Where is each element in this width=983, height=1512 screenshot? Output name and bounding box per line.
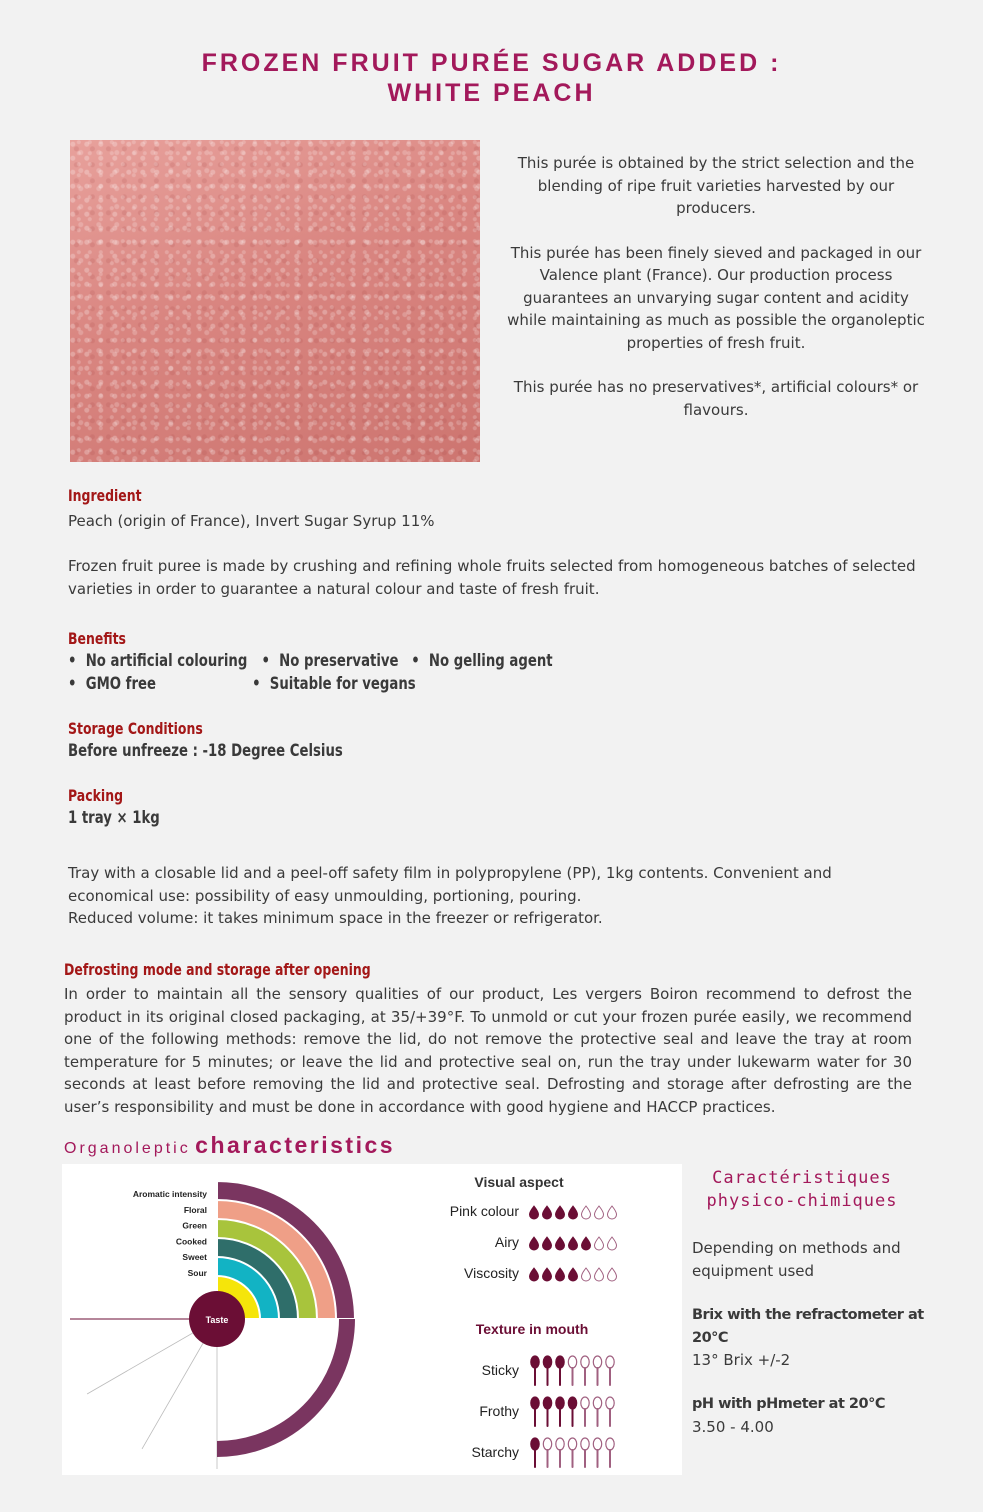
benefit-item: • GMO free (68, 674, 156, 694)
spoon-empty-icon (593, 1438, 601, 1450)
drop-filled-icon (530, 1206, 539, 1219)
spoon-empty-icon (593, 1356, 601, 1368)
packing-description (68, 862, 918, 930)
intro-paragraph-1: This purée is obtained by the strict selection and the blending of ripe fruit varieties harvested by our producers. (517, 154, 915, 217)
spoon-empty-icon (556, 1438, 564, 1450)
physico-title-line-2: physico-chimiques (706, 1191, 898, 1211)
spoon-filled-icon (531, 1356, 539, 1368)
drop-filled-icon (556, 1206, 565, 1219)
ingredient-line: Peach (origin of France), Invert Sugar Syrup 11% (68, 512, 435, 530)
drop-empty-icon (608, 1268, 617, 1281)
spoon-empty-icon (593, 1397, 601, 1409)
taste-label: Aromatic intensity (132, 1189, 207, 1199)
visual-aspect-title: Visual aspect (474, 1174, 564, 1190)
packing-value: 1 tray × 1kg (68, 808, 160, 828)
spoon-empty-icon (581, 1438, 589, 1450)
visual-aspect-label: Airy (494, 1234, 519, 1250)
ingredient-description: Frozen fruit puree is made by crushing and refining whole fruits selected from homogeneous batches of selected varieties in order to guarantee a natural colour and taste of fresh fruit. (68, 557, 916, 598)
organoleptic-chart (62, 1164, 682, 1475)
drop-filled-icon (530, 1237, 539, 1250)
spoon-empty-icon (568, 1438, 576, 1450)
taste-label: Sour (187, 1268, 207, 1278)
benefits-list (68, 651, 553, 701)
drop-empty-icon (595, 1206, 604, 1219)
spoon-empty-icon (543, 1438, 551, 1450)
texture-title: Texture in mouth (475, 1321, 589, 1337)
spoon-empty-icon (581, 1397, 589, 1409)
taste-center-label: Taste (205, 1315, 229, 1325)
storage-value: Before unfreeze : -18 Degree Celsius (68, 741, 343, 761)
packing-heading: Packing (68, 786, 124, 805)
drop-empty-icon (582, 1206, 591, 1219)
defrost-text: In order to maintain all the sensory qualities of our product, Les vergers Boiron recommend to defrost the product in its original closed packaging, at 35/+39°F. To unmold or cut your frozen purée easily, we recommend one of the following methods: remove the lid, do not remove the protective seal and leave the tray at room temperature for 5 minutes; or leave the lid and protective seal on, run the tray under lukewarm water for 30 seconds at least before removing the lid and protective seal. Defrosting and storage after defrosting are the user’s responsibility and must be done in accordance with good hygiene and HACCP practices. (64, 985, 912, 1116)
spoon-filled-icon (531, 1438, 539, 1450)
product-photo (70, 140, 480, 462)
spoon-filled-icon (543, 1356, 551, 1368)
storage-heading: Storage Conditions (68, 719, 203, 738)
drop-filled-icon (569, 1206, 578, 1219)
ph-value: 3.50 - 4.00 (692, 1418, 774, 1436)
taste-label: Floral (183, 1204, 207, 1215)
visual-aspect-label: Viscosity (464, 1265, 519, 1281)
organoleptic-title-part2: characteristics (195, 1132, 396, 1158)
texture-label: Sticky (481, 1362, 519, 1378)
title-line-2: WHITE PEACH (387, 79, 596, 107)
drop-filled-icon (530, 1268, 539, 1281)
taste-label: Cooked (175, 1236, 207, 1247)
spoon-empty-icon (606, 1356, 614, 1368)
intro-paragraph-3: This purée has no preservatives*, artificial colours* or flavours. (513, 378, 919, 419)
spoon-empty-icon (581, 1356, 589, 1368)
packing-description-1: Tray with a closable lid and a peel-off safety film in polypropylene (PP), 1kg contents. Convenient and economical use: possibility of easy unmoulding, portioning, pouring. (68, 864, 832, 905)
drop-filled-icon (543, 1206, 552, 1219)
drop-filled-icon (543, 1268, 552, 1281)
drop-empty-icon (582, 1268, 591, 1281)
texture-label: Starchy (471, 1444, 519, 1460)
drop-filled-icon (569, 1237, 578, 1250)
drop-empty-icon (595, 1237, 604, 1250)
taste-label: Sweet (182, 1252, 207, 1263)
benefit-item: • No gelling agent (411, 651, 553, 671)
spoon-empty-icon (568, 1356, 576, 1368)
benefit-item: • Suitable for vegans (252, 674, 416, 694)
spoon-filled-icon (531, 1397, 539, 1409)
spoon-empty-icon (606, 1438, 614, 1450)
intro-text (506, 152, 926, 443)
title-line-1: FROZEN FRUIT PURÉE SUGAR ADDED : (201, 49, 782, 77)
drop-empty-icon (608, 1206, 617, 1219)
organoleptic-title-part1: Organoleptic (64, 1140, 191, 1157)
organoleptic-panel (62, 1164, 682, 1475)
organoleptic-title (64, 1132, 395, 1159)
spoon-filled-icon (556, 1397, 564, 1409)
drop-filled-icon (556, 1268, 565, 1281)
benefit-item: • No artificial colouring (68, 651, 248, 671)
drop-filled-icon (582, 1237, 591, 1250)
drop-empty-icon (608, 1237, 617, 1250)
spoon-filled-icon (556, 1356, 564, 1368)
physico-title (682, 1167, 922, 1213)
spoon-filled-icon (543, 1397, 551, 1409)
benefit-item: • No preservative (261, 651, 399, 671)
drop-filled-icon (543, 1237, 552, 1250)
packing-description-2: Reduced volume: it takes minimum space in the freezer or refrigerator. (68, 909, 603, 927)
taste-label: Green (182, 1220, 207, 1231)
spoon-filled-icon (568, 1397, 576, 1409)
intro-paragraph-2: This purée has been finely sieved and packaged in our Valence plant (France). Our production process guarantees an unvarying sugar content and acidity while maintaining as much as possible the organoleptic properties of fresh fruit. (507, 243, 925, 352)
defrost-heading: Defrosting mode and storage after opening (64, 960, 371, 979)
drop-empty-icon (595, 1268, 604, 1281)
visual-aspect-label: Pink colour (449, 1203, 519, 1219)
physico-note: Depending on methods and equipment used (692, 1239, 901, 1280)
brix-value: 13° Brix +/-2 (692, 1351, 791, 1369)
spoon-empty-icon (606, 1397, 614, 1409)
drop-filled-icon (556, 1237, 565, 1250)
page-title (0, 48, 983, 108)
benefits-heading: Benefits (68, 629, 126, 648)
ph-label: pH with pHmeter at 20°C (692, 1396, 885, 1412)
ingredient-heading: Ingredient (68, 486, 142, 505)
texture-label: Frothy (479, 1403, 519, 1419)
brix-label: Brix with the refractometer at 20°C (692, 1307, 924, 1346)
drop-filled-icon (569, 1268, 578, 1281)
physico-title-line-1: Caractéristiques (712, 1168, 892, 1188)
